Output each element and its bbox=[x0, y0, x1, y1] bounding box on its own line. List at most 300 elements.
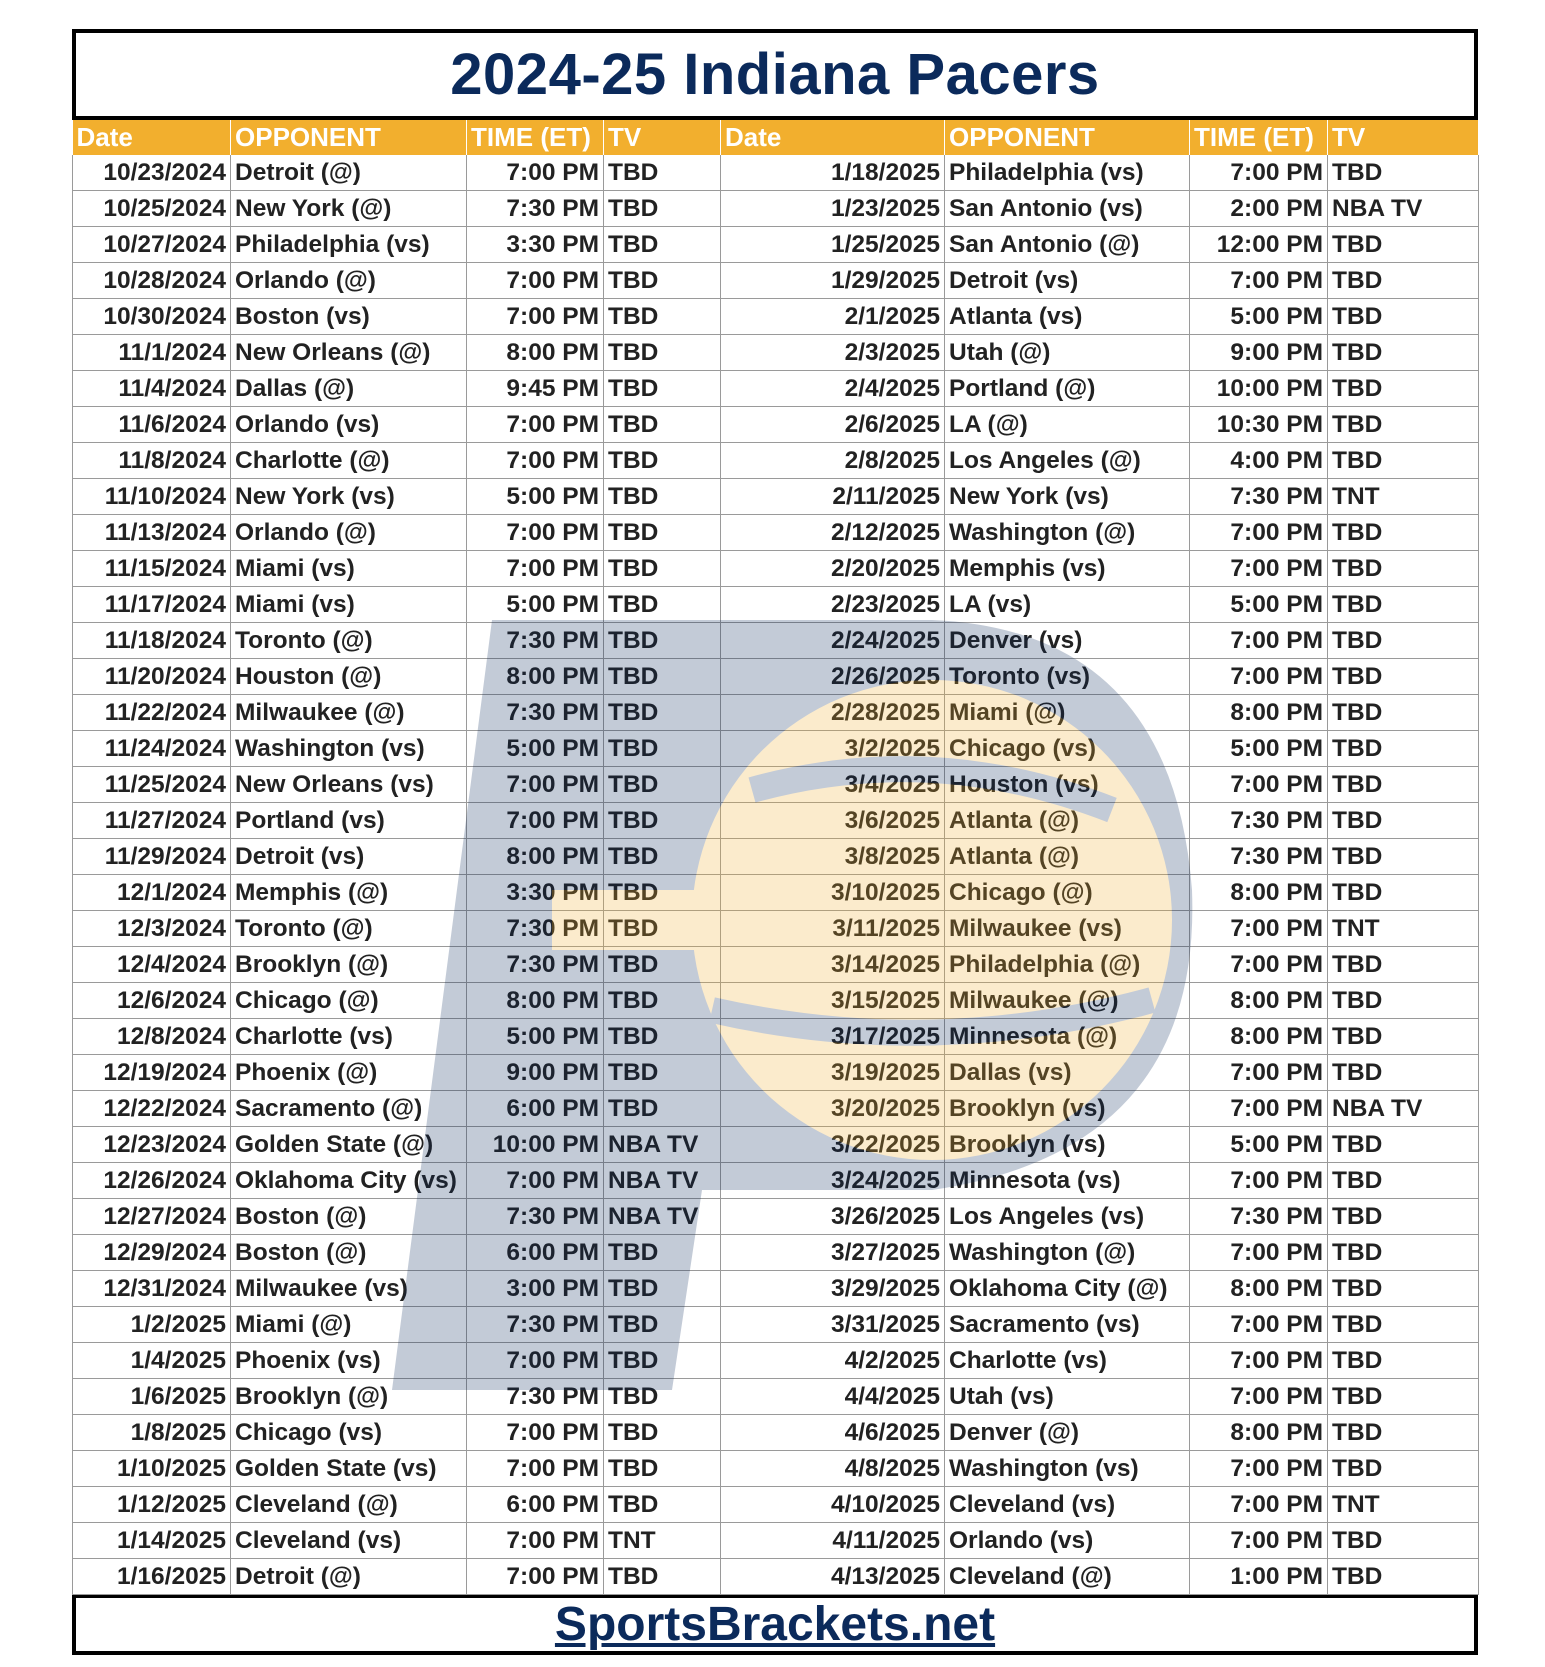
cell-opponent-left: Boston (@) bbox=[231, 1235, 467, 1271]
cell-opponent-left: Orlando (vs) bbox=[231, 407, 467, 443]
cell-opponent-left: Toronto (@) bbox=[231, 623, 467, 659]
cell-time-right: 8:00 PM bbox=[1190, 1271, 1328, 1307]
cell-date-right: 3/22/2025 bbox=[721, 1127, 945, 1163]
cell-tv-left: TBD bbox=[604, 839, 721, 875]
table-row bbox=[73, 875, 1479, 911]
cell-tv-right: TBD bbox=[1328, 839, 1479, 875]
cell-opponent-right: Utah (vs) bbox=[945, 1379, 1190, 1415]
cell-tv-left: TBD bbox=[604, 335, 721, 371]
cell-tv-left: TBD bbox=[604, 515, 721, 551]
cell-tv-left: TBD bbox=[604, 1559, 721, 1595]
cell-time-left: 7:00 PM bbox=[467, 1343, 604, 1379]
cell-date-right: 1/29/2025 bbox=[721, 263, 945, 299]
cell-tv-right: TBD bbox=[1328, 875, 1479, 911]
cell-tv-left: TBD bbox=[604, 551, 721, 587]
cell-tv-right: TBD bbox=[1328, 1307, 1479, 1343]
cell-date-left: 11/27/2024 bbox=[73, 803, 231, 839]
cell-opponent-right: Denver (@) bbox=[945, 1415, 1190, 1451]
cell-time-left: 7:00 PM bbox=[467, 443, 604, 479]
cell-tv-left: TBD bbox=[604, 767, 721, 803]
cell-opponent-right: Washington (@) bbox=[945, 515, 1190, 551]
cell-date-left: 12/27/2024 bbox=[73, 1199, 231, 1235]
cell-date-right: 2/26/2025 bbox=[721, 659, 945, 695]
cell-time-right: 7:00 PM bbox=[1190, 1091, 1328, 1127]
cell-time-right: 2:00 PM bbox=[1190, 191, 1328, 227]
cell-opponent-right: Denver (vs) bbox=[945, 623, 1190, 659]
cell-opponent-left: New York (@) bbox=[231, 191, 467, 227]
cell-tv-right: TBD bbox=[1328, 1559, 1479, 1595]
cell-time-right: 7:00 PM bbox=[1190, 1523, 1328, 1559]
cell-tv-left: NBA TV bbox=[604, 1127, 721, 1163]
cell-date-right: 2/8/2025 bbox=[721, 443, 945, 479]
table-row bbox=[73, 767, 1479, 803]
cell-opponent-right: San Antonio (@) bbox=[945, 227, 1190, 263]
cell-date-right: 3/17/2025 bbox=[721, 1019, 945, 1055]
table-row bbox=[73, 695, 1479, 731]
cell-date-right: 1/18/2025 bbox=[721, 155, 945, 191]
cell-time-left: 3:30 PM bbox=[467, 227, 604, 263]
schedule-sheet bbox=[72, 29, 1478, 1655]
cell-tv-left: TBD bbox=[604, 659, 721, 695]
cell-tv-right: TNT bbox=[1328, 911, 1479, 947]
header-row bbox=[73, 120, 1479, 155]
cell-opponent-left: Boston (@) bbox=[231, 1199, 467, 1235]
cell-date-right: 3/4/2025 bbox=[721, 767, 945, 803]
cell-opponent-right: Minnesota (vs) bbox=[945, 1163, 1190, 1199]
cell-opponent-left: Golden State (@) bbox=[231, 1127, 467, 1163]
cell-date-left: 10/28/2024 bbox=[73, 263, 231, 299]
cell-tv-left: TBD bbox=[604, 371, 721, 407]
cell-tv-right: TBD bbox=[1328, 1163, 1479, 1199]
cell-date-left: 1/12/2025 bbox=[73, 1487, 231, 1523]
cell-time-right: 7:00 PM bbox=[1190, 515, 1328, 551]
cell-time-left: 8:00 PM bbox=[467, 335, 604, 371]
cell-opponent-right: Washington (@) bbox=[945, 1235, 1190, 1271]
cell-opponent-left: Memphis (@) bbox=[231, 875, 467, 911]
cell-tv-left: TBD bbox=[604, 695, 721, 731]
cell-opponent-right: Toronto (vs) bbox=[945, 659, 1190, 695]
table-row bbox=[73, 983, 1479, 1019]
cell-date-right: 1/23/2025 bbox=[721, 191, 945, 227]
cell-time-right: 10:30 PM bbox=[1190, 407, 1328, 443]
cell-time-right: 4:00 PM bbox=[1190, 443, 1328, 479]
cell-time-left: 7:00 PM bbox=[467, 263, 604, 299]
cell-opponent-right: Los Angeles (vs) bbox=[945, 1199, 1190, 1235]
cell-tv-left: TBD bbox=[604, 479, 721, 515]
cell-opponent-left: Charlotte (@) bbox=[231, 443, 467, 479]
cell-opponent-left: Chicago (vs) bbox=[231, 1415, 467, 1451]
cell-tv-left: TBD bbox=[604, 155, 721, 191]
table-row bbox=[73, 803, 1479, 839]
table-row bbox=[73, 191, 1479, 227]
table-row bbox=[73, 371, 1479, 407]
cell-tv-left: TBD bbox=[604, 1451, 721, 1487]
cell-tv-right: TBD bbox=[1328, 1127, 1479, 1163]
table-row bbox=[73, 1307, 1479, 1343]
cell-time-right: 7:00 PM bbox=[1190, 1451, 1328, 1487]
cell-opponent-left: Boston (vs) bbox=[231, 299, 467, 335]
cell-time-left: 7:30 PM bbox=[467, 191, 604, 227]
cell-opponent-left: Orlando (@) bbox=[231, 263, 467, 299]
cell-opponent-right: Atlanta (@) bbox=[945, 803, 1190, 839]
cell-date-right: 1/25/2025 bbox=[721, 227, 945, 263]
cell-time-right: 7:00 PM bbox=[1190, 1487, 1328, 1523]
cell-date-right: 2/3/2025 bbox=[721, 335, 945, 371]
cell-opponent-right: Houston (vs) bbox=[945, 767, 1190, 803]
cell-tv-right: TBD bbox=[1328, 695, 1479, 731]
cell-tv-right: TBD bbox=[1328, 1343, 1479, 1379]
cell-date-right: 3/6/2025 bbox=[721, 803, 945, 839]
cell-opponent-left: Cleveland (@) bbox=[231, 1487, 467, 1523]
cell-time-right: 10:00 PM bbox=[1190, 371, 1328, 407]
cell-time-right: 8:00 PM bbox=[1190, 1415, 1328, 1451]
cell-tv-left: TBD bbox=[604, 1343, 721, 1379]
cell-tv-right: TBD bbox=[1328, 767, 1479, 803]
cell-opponent-left: Dallas (@) bbox=[231, 371, 467, 407]
cell-time-left: 7:00 PM bbox=[467, 155, 604, 191]
cell-tv-left: TBD bbox=[604, 1487, 721, 1523]
table-row bbox=[73, 299, 1479, 335]
cell-tv-left: TBD bbox=[604, 1307, 721, 1343]
cell-opponent-right: Oklahoma City (@) bbox=[945, 1271, 1190, 1307]
cell-opponent-left: Portland (vs) bbox=[231, 803, 467, 839]
cell-time-right: 7:00 PM bbox=[1190, 1235, 1328, 1271]
cell-tv-left: TBD bbox=[604, 299, 721, 335]
cell-date-left: 12/31/2024 bbox=[73, 1271, 231, 1307]
cell-time-right: 7:00 PM bbox=[1190, 1343, 1328, 1379]
cell-opponent-right: Philadelphia (vs) bbox=[945, 155, 1190, 191]
cell-opponent-right: Orlando (vs) bbox=[945, 1523, 1190, 1559]
cell-tv-right: TBD bbox=[1328, 515, 1479, 551]
col-header-time-left: TIME (ET) bbox=[467, 120, 604, 155]
cell-tv-right: TBD bbox=[1328, 263, 1479, 299]
cell-time-left: 7:00 PM bbox=[467, 1559, 604, 1595]
cell-tv-left: NBA TV bbox=[604, 1163, 721, 1199]
cell-date-left: 12/1/2024 bbox=[73, 875, 231, 911]
table-row bbox=[73, 1487, 1479, 1523]
cell-time-right: 8:00 PM bbox=[1190, 875, 1328, 911]
cell-date-left: 10/27/2024 bbox=[73, 227, 231, 263]
cell-tv-right: TBD bbox=[1328, 983, 1479, 1019]
cell-date-left: 10/25/2024 bbox=[73, 191, 231, 227]
cell-time-right: 7:00 PM bbox=[1190, 659, 1328, 695]
cell-opponent-right: Minnesota (@) bbox=[945, 1019, 1190, 1055]
cell-time-left: 7:30 PM bbox=[467, 623, 604, 659]
cell-opponent-left: New Orleans (@) bbox=[231, 335, 467, 371]
cell-date-left: 10/30/2024 bbox=[73, 299, 231, 335]
table-row bbox=[73, 1559, 1479, 1595]
cell-opponent-right: Utah (@) bbox=[945, 335, 1190, 371]
table-row bbox=[73, 1055, 1479, 1091]
cell-tv-right: TBD bbox=[1328, 1379, 1479, 1415]
cell-tv-left: TBD bbox=[604, 1235, 721, 1271]
cell-date-right: 3/19/2025 bbox=[721, 1055, 945, 1091]
cell-date-right: 2/12/2025 bbox=[721, 515, 945, 551]
cell-date-left: 12/4/2024 bbox=[73, 947, 231, 983]
cell-time-right: 7:00 PM bbox=[1190, 1163, 1328, 1199]
cell-time-left: 8:00 PM bbox=[467, 983, 604, 1019]
cell-opponent-left: Detroit (@) bbox=[231, 1559, 467, 1595]
cell-tv-left: TBD bbox=[604, 875, 721, 911]
cell-date-left: 11/20/2024 bbox=[73, 659, 231, 695]
cell-tv-left: TBD bbox=[604, 227, 721, 263]
col-header-tv-right: TV bbox=[1328, 120, 1479, 155]
cell-date-right: 3/20/2025 bbox=[721, 1091, 945, 1127]
cell-opponent-left: Toronto (@) bbox=[231, 911, 467, 947]
cell-date-left: 11/17/2024 bbox=[73, 587, 231, 623]
cell-date-right: 4/2/2025 bbox=[721, 1343, 945, 1379]
cell-tv-left: NBA TV bbox=[604, 1199, 721, 1235]
cell-tv-left: TBD bbox=[604, 623, 721, 659]
cell-date-left: 11/18/2024 bbox=[73, 623, 231, 659]
table-row bbox=[73, 1163, 1479, 1199]
table-row bbox=[73, 1127, 1479, 1163]
cell-opponent-right: Brooklyn (vs) bbox=[945, 1127, 1190, 1163]
cell-tv-left: TBD bbox=[604, 1415, 721, 1451]
cell-date-left: 1/6/2025 bbox=[73, 1379, 231, 1415]
cell-date-right: 3/11/2025 bbox=[721, 911, 945, 947]
table-row bbox=[73, 1451, 1479, 1487]
cell-opponent-left: Phoenix (@) bbox=[231, 1055, 467, 1091]
cell-date-right: 4/8/2025 bbox=[721, 1451, 945, 1487]
cell-time-left: 7:30 PM bbox=[467, 1307, 604, 1343]
cell-opponent-right: LA (@) bbox=[945, 407, 1190, 443]
col-header-date-right: Date bbox=[721, 120, 945, 155]
cell-time-right: 8:00 PM bbox=[1190, 983, 1328, 1019]
table-row bbox=[73, 659, 1479, 695]
cell-tv-right: TBD bbox=[1328, 1523, 1479, 1559]
cell-tv-right: TBD bbox=[1328, 659, 1479, 695]
cell-tv-left: TBD bbox=[604, 947, 721, 983]
cell-time-right: 7:30 PM bbox=[1190, 839, 1328, 875]
cell-tv-right: TBD bbox=[1328, 1451, 1479, 1487]
cell-opponent-right: LA (vs) bbox=[945, 587, 1190, 623]
cell-date-left: 11/15/2024 bbox=[73, 551, 231, 587]
cell-time-left: 7:00 PM bbox=[467, 803, 604, 839]
cell-opponent-right: Charlotte (vs) bbox=[945, 1343, 1190, 1379]
cell-tv-right: TBD bbox=[1328, 731, 1479, 767]
cell-tv-right: TBD bbox=[1328, 947, 1479, 983]
cell-date-left: 11/22/2024 bbox=[73, 695, 231, 731]
table-row bbox=[73, 947, 1479, 983]
cell-tv-right: TBD bbox=[1328, 587, 1479, 623]
cell-date-left: 12/19/2024 bbox=[73, 1055, 231, 1091]
cell-time-left: 7:00 PM bbox=[467, 1451, 604, 1487]
cell-tv-left: TBD bbox=[604, 803, 721, 839]
cell-opponent-right: Atlanta (vs) bbox=[945, 299, 1190, 335]
cell-opponent-left: Detroit (@) bbox=[231, 155, 467, 191]
cell-time-left: 7:00 PM bbox=[467, 551, 604, 587]
cell-tv-right: TBD bbox=[1328, 227, 1479, 263]
cell-time-left: 7:00 PM bbox=[467, 299, 604, 335]
cell-time-right: 7:00 PM bbox=[1190, 1055, 1328, 1091]
cell-date-right: 3/8/2025 bbox=[721, 839, 945, 875]
table-row bbox=[73, 1235, 1479, 1271]
cell-tv-right: TBD bbox=[1328, 371, 1479, 407]
cell-tv-right: NBA TV bbox=[1328, 191, 1479, 227]
cell-opponent-left: Milwaukee (@) bbox=[231, 695, 467, 731]
cell-tv-right: TBD bbox=[1328, 803, 1479, 839]
cell-opponent-left: Oklahoma City (vs) bbox=[231, 1163, 467, 1199]
cell-tv-right: TBD bbox=[1328, 551, 1479, 587]
cell-opponent-left: Sacramento (@) bbox=[231, 1091, 467, 1127]
cell-date-left: 1/4/2025 bbox=[73, 1343, 231, 1379]
cell-time-right: 7:00 PM bbox=[1190, 947, 1328, 983]
cell-tv-right: TBD bbox=[1328, 1415, 1479, 1451]
table-row bbox=[73, 515, 1479, 551]
cell-opponent-right: Miami (@) bbox=[945, 695, 1190, 731]
cell-tv-right: TBD bbox=[1328, 1055, 1479, 1091]
cell-time-right: 5:00 PM bbox=[1190, 587, 1328, 623]
table-row bbox=[73, 155, 1479, 191]
cell-time-left: 3:00 PM bbox=[467, 1271, 604, 1307]
cell-tv-left: TBD bbox=[604, 1271, 721, 1307]
cell-tv-right: TNT bbox=[1328, 479, 1479, 515]
cell-opponent-left: Philadelphia (vs) bbox=[231, 227, 467, 263]
cell-tv-right: TBD bbox=[1328, 335, 1479, 371]
cell-date-right: 4/6/2025 bbox=[721, 1415, 945, 1451]
cell-tv-left: TBD bbox=[604, 587, 721, 623]
cell-date-right: 2/1/2025 bbox=[721, 299, 945, 335]
cell-date-left: 1/8/2025 bbox=[73, 1415, 231, 1451]
cell-opponent-left: Washington (vs) bbox=[231, 731, 467, 767]
cell-date-left: 11/29/2024 bbox=[73, 839, 231, 875]
cell-opponent-left: Milwaukee (vs) bbox=[231, 1271, 467, 1307]
cell-tv-left: TBD bbox=[604, 983, 721, 1019]
cell-date-left: 1/14/2025 bbox=[73, 1523, 231, 1559]
cell-time-right: 1:00 PM bbox=[1190, 1559, 1328, 1595]
cell-date-left: 11/13/2024 bbox=[73, 515, 231, 551]
cell-time-right: 7:00 PM bbox=[1190, 155, 1328, 191]
schedule-rows bbox=[73, 155, 1479, 1595]
cell-date-left: 11/4/2024 bbox=[73, 371, 231, 407]
cell-opponent-left: Houston (@) bbox=[231, 659, 467, 695]
cell-time-left: 5:00 PM bbox=[467, 1019, 604, 1055]
cell-date-right: 4/4/2025 bbox=[721, 1379, 945, 1415]
cell-time-left: 7:30 PM bbox=[467, 1199, 604, 1235]
cell-opponent-right: Detroit (vs) bbox=[945, 263, 1190, 299]
cell-date-left: 12/3/2024 bbox=[73, 911, 231, 947]
cell-tv-left: TBD bbox=[604, 443, 721, 479]
cell-tv-right: TBD bbox=[1328, 299, 1479, 335]
cell-date-left: 1/10/2025 bbox=[73, 1451, 231, 1487]
cell-opponent-right: Milwaukee (@) bbox=[945, 983, 1190, 1019]
cell-tv-left: TBD bbox=[604, 191, 721, 227]
title-box bbox=[72, 29, 1478, 120]
cell-date-left: 1/2/2025 bbox=[73, 1307, 231, 1343]
cell-tv-right: TBD bbox=[1328, 1271, 1479, 1307]
cell-opponent-right: Milwaukee (vs) bbox=[945, 911, 1190, 947]
cell-opponent-right: Washington (vs) bbox=[945, 1451, 1190, 1487]
col-header-time-right: TIME (ET) bbox=[1190, 120, 1328, 155]
cell-date-right: 2/28/2025 bbox=[721, 695, 945, 731]
cell-date-right: 2/11/2025 bbox=[721, 479, 945, 515]
cell-time-right: 7:30 PM bbox=[1190, 479, 1328, 515]
cell-time-right: 7:00 PM bbox=[1190, 263, 1328, 299]
cell-opponent-right: San Antonio (vs) bbox=[945, 191, 1190, 227]
cell-date-right: 3/26/2025 bbox=[721, 1199, 945, 1235]
cell-time-left: 7:00 PM bbox=[467, 407, 604, 443]
cell-date-right: 2/4/2025 bbox=[721, 371, 945, 407]
cell-opponent-left: Miami (vs) bbox=[231, 551, 467, 587]
cell-opponent-left: Miami (vs) bbox=[231, 587, 467, 623]
cell-opponent-right: Los Angeles (@) bbox=[945, 443, 1190, 479]
footer-box bbox=[72, 1595, 1478, 1655]
footer-link[interactable]: SportsBrackets.net bbox=[554, 1598, 996, 1651]
cell-opponent-left: Brooklyn (@) bbox=[231, 1379, 467, 1415]
cell-time-left: 7:00 PM bbox=[467, 1163, 604, 1199]
table-row bbox=[73, 551, 1479, 587]
cell-opponent-left: Miami (@) bbox=[231, 1307, 467, 1343]
cell-date-right: 3/27/2025 bbox=[721, 1235, 945, 1271]
cell-time-left: 7:00 PM bbox=[467, 515, 604, 551]
table-row bbox=[73, 407, 1479, 443]
cell-opponent-right: Brooklyn (vs) bbox=[945, 1091, 1190, 1127]
cell-tv-left: TBD bbox=[604, 911, 721, 947]
cell-opponent-right: Memphis (vs) bbox=[945, 551, 1190, 587]
cell-tv-right: TBD bbox=[1328, 1019, 1479, 1055]
cell-tv-left: TBD bbox=[604, 407, 721, 443]
table-row bbox=[73, 1199, 1479, 1235]
cell-time-left: 5:00 PM bbox=[467, 731, 604, 767]
table-row bbox=[73, 263, 1479, 299]
cell-time-right: 8:00 PM bbox=[1190, 695, 1328, 731]
cell-opponent-right: Sacramento (vs) bbox=[945, 1307, 1190, 1343]
cell-tv-left: TBD bbox=[604, 263, 721, 299]
cell-time-right: 5:00 PM bbox=[1190, 299, 1328, 335]
cell-time-right: 8:00 PM bbox=[1190, 1019, 1328, 1055]
cell-opponent-right: Chicago (@) bbox=[945, 875, 1190, 911]
cell-time-left: 5:00 PM bbox=[467, 479, 604, 515]
table-row bbox=[73, 1523, 1479, 1559]
cell-time-right: 7:00 PM bbox=[1190, 1307, 1328, 1343]
col-header-opponent-left: OPPONENT bbox=[231, 120, 467, 155]
cell-opponent-left: Charlotte (vs) bbox=[231, 1019, 467, 1055]
cell-time-right: 9:00 PM bbox=[1190, 335, 1328, 371]
cell-time-left: 9:45 PM bbox=[467, 371, 604, 407]
cell-time-right: 7:00 PM bbox=[1190, 1379, 1328, 1415]
cell-date-left: 12/22/2024 bbox=[73, 1091, 231, 1127]
cell-time-right: 5:00 PM bbox=[1190, 1127, 1328, 1163]
cell-tv-right: TBD bbox=[1328, 1235, 1479, 1271]
cell-date-left: 12/23/2024 bbox=[73, 1127, 231, 1163]
cell-opponent-left: Phoenix (vs) bbox=[231, 1343, 467, 1379]
cell-time-right: 7:00 PM bbox=[1190, 911, 1328, 947]
cell-tv-right: TBD bbox=[1328, 623, 1479, 659]
cell-opponent-left: New York (vs) bbox=[231, 479, 467, 515]
cell-time-right: 7:30 PM bbox=[1190, 1199, 1328, 1235]
cell-date-right: 3/14/2025 bbox=[721, 947, 945, 983]
cell-tv-left: TNT bbox=[604, 1523, 721, 1559]
table-row bbox=[73, 731, 1479, 767]
cell-date-left: 10/23/2024 bbox=[73, 155, 231, 191]
cell-date-left: 1/16/2025 bbox=[73, 1559, 231, 1595]
cell-date-right: 3/15/2025 bbox=[721, 983, 945, 1019]
cell-date-left: 11/10/2024 bbox=[73, 479, 231, 515]
cell-tv-left: TBD bbox=[604, 731, 721, 767]
table-row bbox=[73, 227, 1479, 263]
cell-time-left: 3:30 PM bbox=[467, 875, 604, 911]
cell-opponent-right: Philadelphia (@) bbox=[945, 947, 1190, 983]
cell-tv-left: TBD bbox=[604, 1091, 721, 1127]
cell-date-left: 12/29/2024 bbox=[73, 1235, 231, 1271]
cell-tv-left: TBD bbox=[604, 1379, 721, 1415]
cell-tv-right: TBD bbox=[1328, 1199, 1479, 1235]
cell-opponent-right: Cleveland (vs) bbox=[945, 1487, 1190, 1523]
cell-date-left: 11/8/2024 bbox=[73, 443, 231, 479]
cell-date-right: 3/10/2025 bbox=[721, 875, 945, 911]
cell-time-left: 7:00 PM bbox=[467, 1523, 604, 1559]
